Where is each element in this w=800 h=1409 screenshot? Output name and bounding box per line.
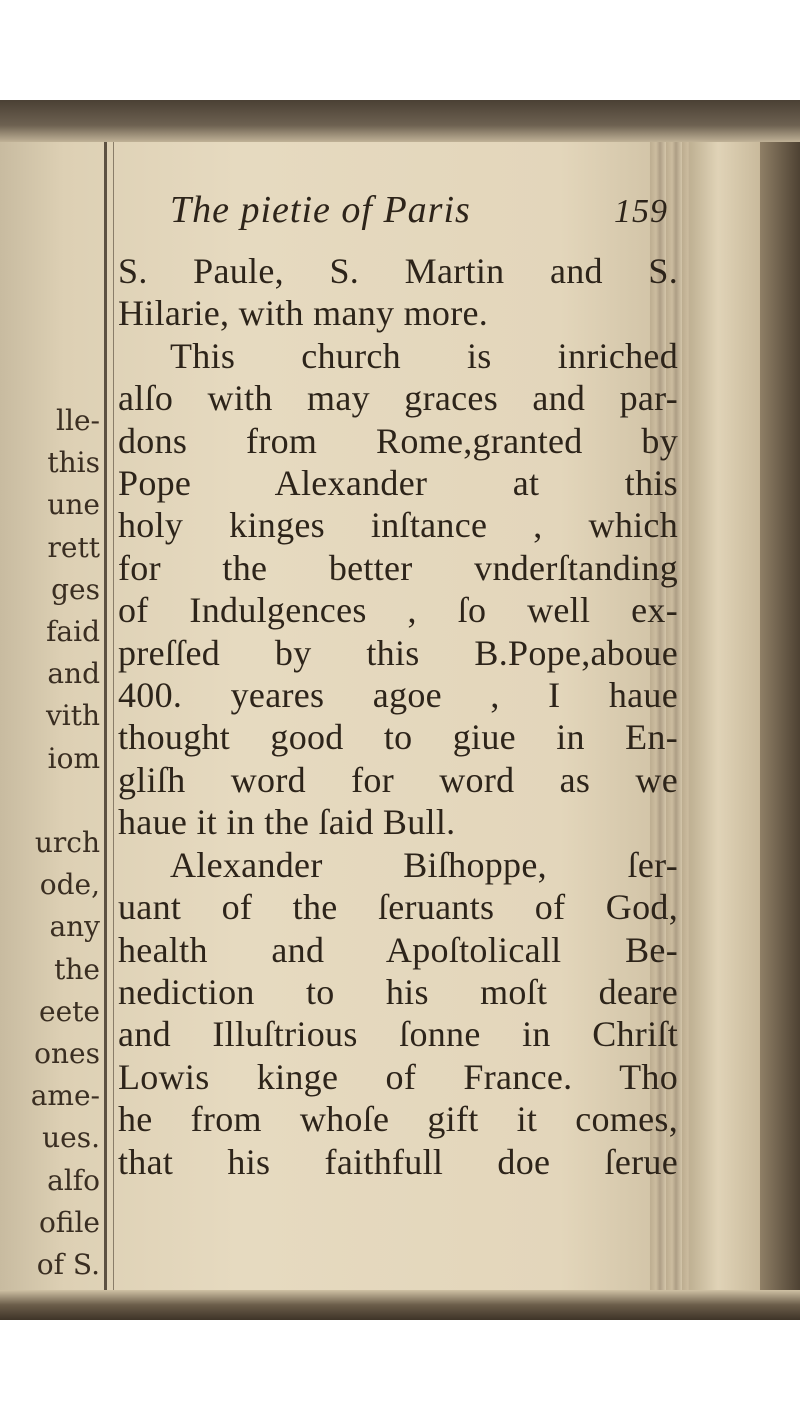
text-line: 400. yeares agoe , I haue [118,675,678,716]
text-line: Lowis kinge of France. Tho [118,1056,678,1097]
text-line: and Illuſtrious ſonne in Chriſt [118,1014,678,1055]
text-line: he from whoſe gift it comes, [118,1099,678,1140]
page-stack-shadow [760,142,800,1290]
margin-fragment: ues. [42,1121,100,1155]
text-line: of Indulgences , ſo well ex- [118,590,678,631]
text-line: gliſh word for word as we [118,759,678,800]
margin-fragment: any [49,910,100,944]
text-line: Alexander Biſhoppe, ſer- [170,844,678,885]
margin-fragment: ones [34,1037,100,1071]
margin-fragment: of S. [36,1248,100,1282]
margin-fragment: urch [34,826,100,860]
text-line: preſſed by this B.Pope,aboue [118,632,678,673]
margin-fragment: vith [45,699,100,733]
page-number: 159 [614,193,668,230]
text-line: alſo with may graces and par- [118,378,678,419]
text-line: nediction to his moſt deare [118,971,678,1012]
text-line: holy kinges inſtance , which [118,505,678,546]
margin-fragment: lle- [56,404,100,437]
text-line: haue it in the ſaid Bull. [118,802,456,843]
page-bottom-edge [0,1290,800,1320]
margin-fragment: alfo [47,1163,100,1197]
margin-fragment: this [47,446,100,480]
page-gutter [104,142,107,1290]
text-block [118,102,678,1183]
margin-fragment: ofile [38,1205,100,1239]
margin-fragment: une [47,488,100,522]
margin-fragment [0,780,100,822]
text-line: Pope Alexander at this [118,463,678,504]
text-line: dons from Rome,granted by [118,420,678,461]
book-page [0,100,800,1320]
margin-fragment: rett [47,530,100,564]
margin-fragment: eete [39,994,100,1028]
margin-fragment: ode, [39,868,100,902]
text-line: S. Paule, S. Martin and S. [118,251,678,291]
margin-fragment: the [54,952,100,986]
text-line: for the better vnderſtanding [118,547,678,588]
text-line: thought good to giue in En- [118,717,678,758]
previous-page-margin [0,400,100,1320]
text-line: This church is inriched [170,335,678,376]
page-gutter-line [113,142,114,1290]
margin-fragment: ges [51,572,100,606]
running-head-title: The pietie of Paris [170,189,471,231]
margin-fragment: iom [47,741,100,775]
body-text [118,250,678,1183]
margin-fragment: and [47,657,100,691]
margin-fragment: faid [46,615,100,649]
running-head [118,170,678,250]
margin-fragment: ame- [30,1079,100,1113]
text-line: uant of the ſeruants of God, [118,887,678,928]
text-line: health and Apoſtolicall Be- [118,929,678,970]
text-line: Hilarie, with many more. [118,293,489,334]
text-line: that his faithfull doe ſerue [118,1141,678,1182]
page-stack-highlight [690,142,760,1290]
